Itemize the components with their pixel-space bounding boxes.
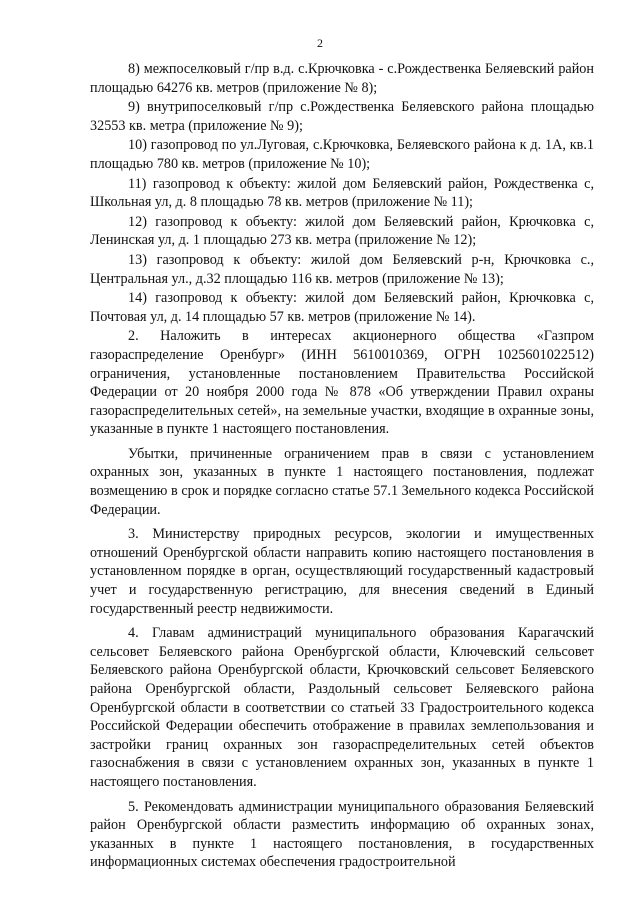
list-item-10: 10) газопровод по ул.Луговая, с.Крючковка, Беляевского района к д. 1А, кв.1 площадью 780 кв. метров (приложение № 10); [90, 137, 594, 172]
paragraph-clause-2: 2. Наложить в интересах акционерного общества «Газпром газораспределение Оренбург» (ИНН 5610010369, ОГРН 1025601022512) ограничения, установленные постановлением Правительства Российской Федерации от 20 ноября 2000 года № 878 «Об утверждении Правил охраны газораспределительных сетей», на земельные участки, входящие в охранные зоны, указанные в пункте 1 настоящего постановления. [90, 328, 594, 438]
list-item-12: 12) газопровод к объекту: жилой дом Беляевский район, Крючковка с, Ленинская ул, д. 1 площадью 273 кв. метра (приложение № 12); [90, 213, 594, 249]
paragraph-clause-5: 5. Рекомендовать администрации муниципального образования Беляевский район Оренбургской области разместить информацию об охранных зонах, указанных в пункте 1 настоящего постановления, в государственных информационных системах обеспечения градостроительной [90, 798, 594, 871]
page-number: 2 [317, 36, 323, 50]
list-item-13: 13) газопровод к объекту: жилой дом Беляевский р-н, Крючковка с., Центральная ул., д.32 площадью 116 кв. метров (приложение № 13); [90, 251, 594, 287]
list-item-8: 8) межпоселковый г/пр в.д. с.Крючковка - с.Рождественка Беляевский район площадью 64276 кв. метров (приложение № 8); [90, 61, 594, 96]
list-item-9: 9) внутрипоселковый г/пр с.Рождественка Беляевского района площадью 32553 кв. метра (приложение № 9); [90, 99, 594, 134]
paragraph-clause-3: 3. Министерству природных ресурсов, экологии и имущественных отношений Оренбургской области направить копию настоящего постановления в установленном порядке в орган, осуществляющий государственный кадастровый учет и государственную регистрацию, для внесения сведений в Единый государственный реестр недвижимости. [90, 526, 594, 617]
paragraph-losses: Убытки, причиненные ограничением прав в связи с установлением охранных зон, указанных в пункте 1 настоящего постановления, подлежат возмещению в срок и порядке согласно статье 57.1 Земельного кодекса Российской Федерации. [90, 445, 594, 518]
document-body [90, 60, 594, 873]
list-item-11: 11) газопровод к объекту: жилой дом Беляевский район, Рождественка с, Школьная ул, д. 8 площадью 78 кв. метров (приложение № 11); [90, 175, 594, 211]
paragraph-clause-4: 4. Главам администраций муниципального образования Карагачский сельсовет Беляевского района Оренбургской области, Ключевский сельсовет Беляевского района Оренбургской области, Крючковский сельсовет Беляевского района Оренбургской области, Раздольный сельсовет Беляевского района Оренбургской области в соответствии со статьей 33 Градостроительного кодекса Российской Федерации обеспечить отображение в правилах землепользования и застройки границ охранных зон газораспределительных сетей объектов газоснабжения в связи с установлением охранных зон, указанных в пункте 1 настоящего постановления. [90, 625, 594, 790]
list-item-14: 14) газопровод к объекту: жилой дом Беляевский район, Крючковка с, Почтовая ул, д. 14 площадью 57 кв. метров (приложение № 14). [90, 290, 594, 325]
